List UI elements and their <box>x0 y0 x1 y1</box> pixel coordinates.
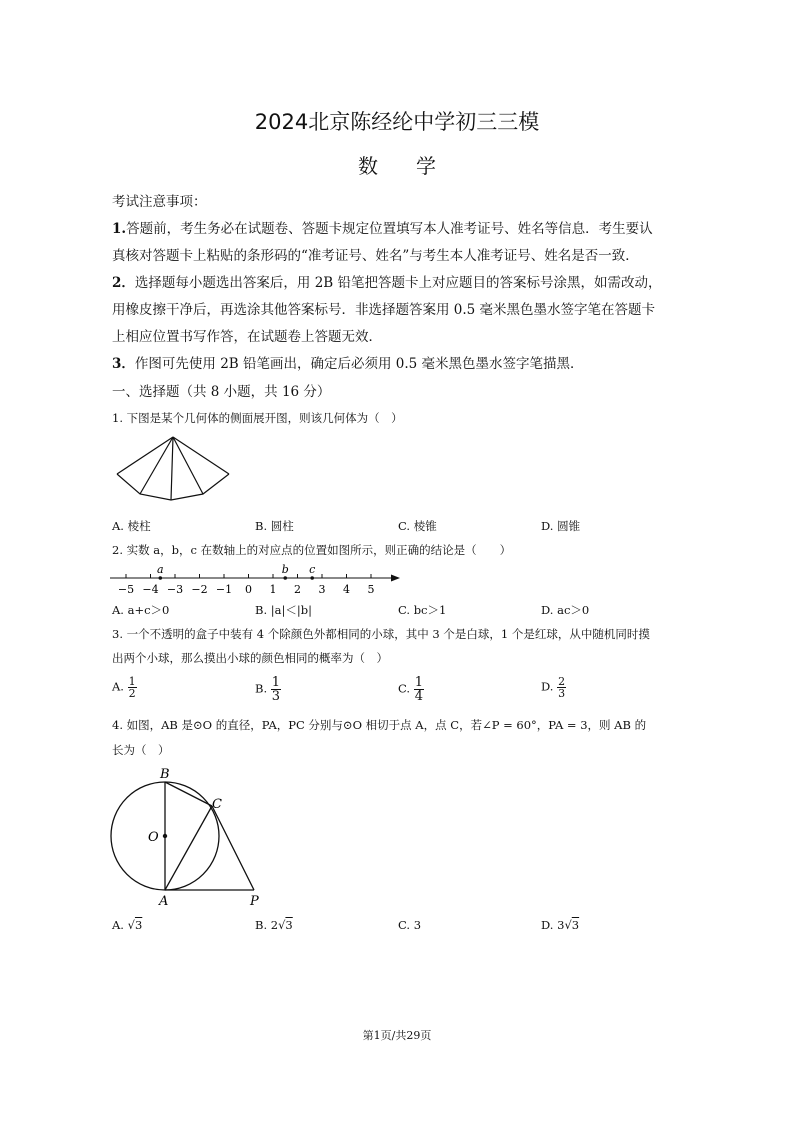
q3-option-d[interactable]: D. $\frac{2}{3}$ <box>541 675 566 700</box>
label-b: B <box>160 767 170 782</box>
notice-item-2-line2: 用橡皮擦干净后，再选涂其他答案标号．非选择题答案用 0.5 毫米黑色墨水签字笔在答题卡 <box>112 302 656 318</box>
q1-option-b[interactable]: B. 圆柱 <box>255 519 294 533</box>
fraction: $\frac{1}{2}$ <box>128 675 136 700</box>
q4-line2: 长为（ ） <box>112 743 170 757</box>
number-line-tick-label: 0 <box>245 583 252 596</box>
center-point <box>163 834 167 838</box>
q3-option-c[interactable]: C. $\frac{1}{4}$ <box>398 675 423 704</box>
q3-line1: 3. 一个不透明的盒子中装有 4 个除颜色外都相同的小球，其中 3 个是白球，1 个是红球，从中随机同时摸 <box>112 627 650 641</box>
number-line-point-label: a <box>157 563 164 576</box>
q1-option-c[interactable]: C. 棱锥 <box>398 519 437 533</box>
number-line-point-b <box>283 576 287 580</box>
q2-stem: 2. 实数 a，b，c 在数轴上的对应点的位置如图所示，则正确的结论是（ ） <box>112 543 512 557</box>
q2-option-c[interactable]: C. bc＞1 <box>398 603 447 617</box>
q4-circle-figure <box>108 764 268 908</box>
number-line-tick-label: −5 <box>117 583 135 596</box>
notice-item-2-line1: 2．选择题每小题选出答案后，用 2B 铅笔把答题卡上对应题目的答案标号涂黑，如需改动， <box>112 275 662 291</box>
q2-number-line <box>108 562 404 596</box>
number-line-point-label: b <box>281 563 289 576</box>
number-line-tick-label: 3 <box>318 583 326 596</box>
q4-option-b[interactable]: B. 2√3 <box>255 918 293 932</box>
notice-item-1-line1: 1.答题前，考生务必在试题卷、答题卡规定位置填写本人准考证号、姓名等信息．考生要认 <box>112 221 653 237</box>
q4-option-c[interactable]: C. 3 <box>398 918 422 932</box>
q2-option-d[interactable]: D. ac＞0 <box>541 603 590 617</box>
section-heading: 一、选择题（共 8 小题，共 16 分） <box>112 384 331 400</box>
number-line-tick-label: 5 <box>367 583 375 596</box>
fraction: $\frac{1}{4}$ <box>414 675 423 704</box>
page-title: 2024北京陈经纶中学初三三模 <box>254 110 540 134</box>
notice-item-1-line2: 真核对答题卡上粘贴的条形码的“准考证号、姓名”与考生本人准考证号、姓名是否一致． <box>112 248 639 264</box>
number-line-point-label: c <box>309 563 316 576</box>
q3-line2: 出两个小球，那么摸出小球的颜色相同的概率为（ ） <box>112 651 388 665</box>
q4-option-a[interactable]: A. √3 <box>112 918 143 932</box>
q1-option-a[interactable]: A. 棱柱 <box>112 519 151 533</box>
page-footer: 第1页/共29页 <box>362 1029 432 1042</box>
label-p: P <box>250 894 259 908</box>
notice-item-3: 3．作图可先使用 2B 铅笔画出，确定后必须用 0.5 毫米黑色墨水签字笔描黑． <box>112 356 584 372</box>
q1-option-d[interactable]: D. 圆锥 <box>541 519 581 533</box>
number-line-tick-label: 4 <box>343 583 350 596</box>
q2-option-a[interactable]: A. a+c＞0 <box>112 603 170 617</box>
number-line-point-a <box>159 576 163 580</box>
number-line-tick-label: 2 <box>294 583 301 596</box>
label-o: O <box>148 830 159 845</box>
number-line-point-c <box>310 576 314 580</box>
q1-stem: 1. 下图是某个几何体的侧面展开图，则该几何体为（ ） <box>112 411 403 425</box>
number-line-arrow <box>391 575 400 582</box>
q4-line1: 4. 如图，AB 是⊙O 的直径，PA，PC 分别与⊙O 相切于点 A，点 C，若∠P = 60°，PA = 3，则 AB 的 <box>112 718 647 732</box>
notice-heading: 考试注意事项： <box>112 194 207 210</box>
label-c: C <box>212 797 222 812</box>
chord-ac <box>165 806 212 890</box>
label-a: A <box>159 894 169 908</box>
number-line-tick-label: −2 <box>191 583 208 596</box>
q4-option-d[interactable]: D. 3√3 <box>541 918 580 932</box>
number-line-tick-label: −4 <box>142 583 159 596</box>
q3-option-a[interactable]: A. $\frac{1}{2}$ <box>112 675 136 700</box>
q2-option-b[interactable]: B. |a|＜|b| <box>255 603 312 617</box>
notice-item-2-line3: 上相应位置书写作答，在试题卷上答题无效． <box>112 329 382 345</box>
q3-option-b[interactable]: B. $\frac{1}{3}$ <box>255 675 281 704</box>
subject-title: 数学 <box>358 154 474 178</box>
fraction: $\frac{2}{3}$ <box>558 675 566 700</box>
number-line-tick-label: 1 <box>269 583 277 596</box>
q1-net-figure <box>112 434 236 502</box>
fraction: $\frac{1}{3}$ <box>271 675 281 704</box>
chord-bc <box>165 782 212 806</box>
number-line-tick-label: −3 <box>166 583 184 596</box>
number-line-tick-label: −1 <box>215 583 233 596</box>
